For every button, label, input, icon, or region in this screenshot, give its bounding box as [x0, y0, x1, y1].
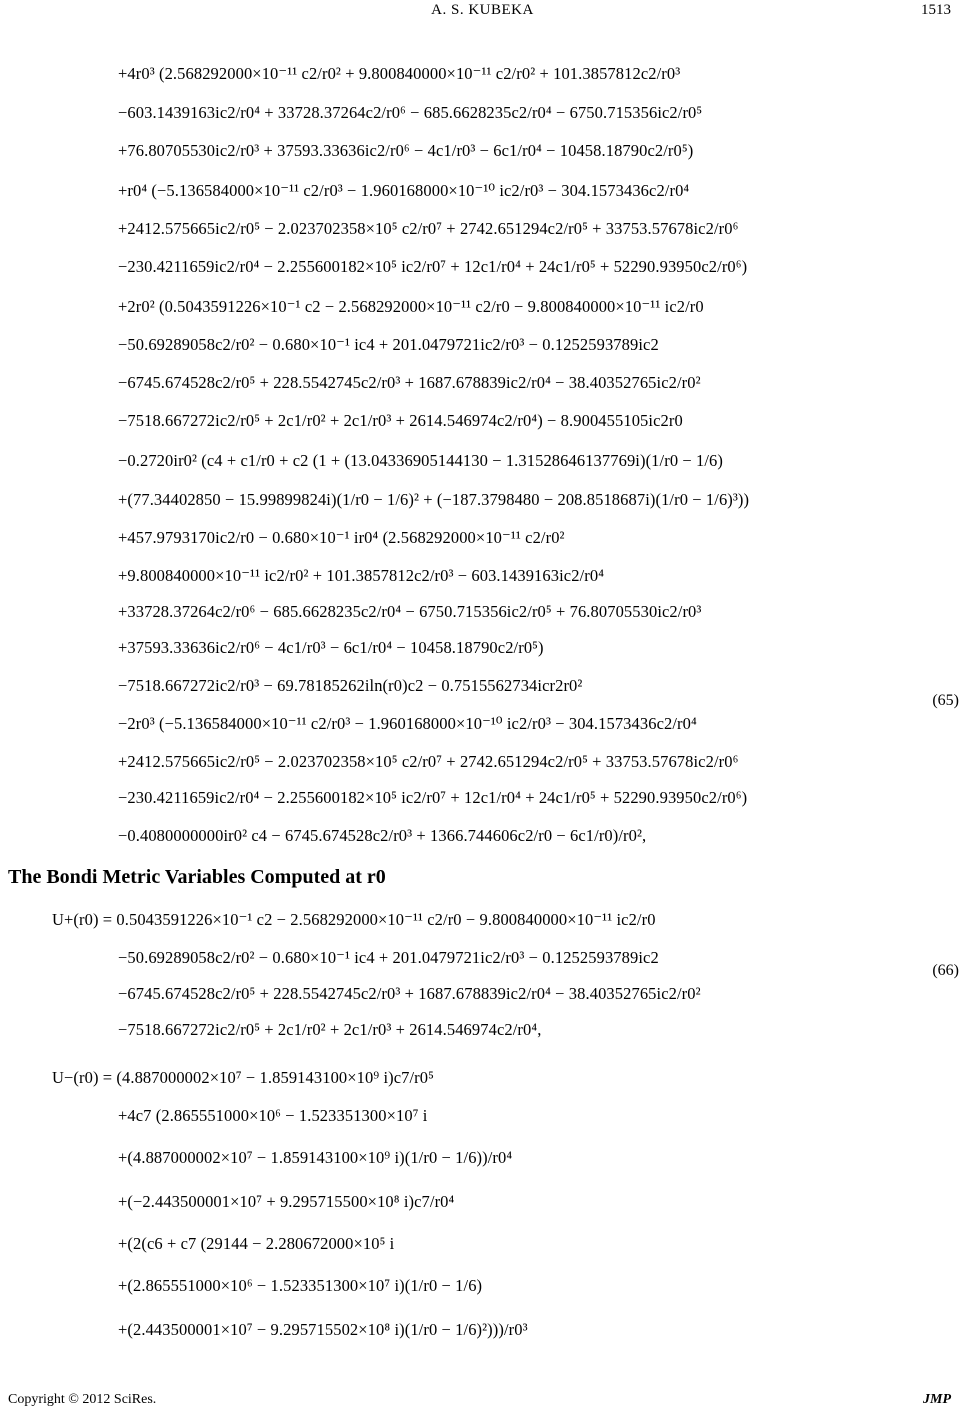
equation-line: −0.2720ir0² (c4 + c1/r0 + c2 (1 + (13.04336905144130 − 1.31528646137769i)(1/r0 − 1/6) — [118, 451, 723, 470]
equation-line: −7518.667272ic2/r0⁵ + 2c1/r0² + 2c1/r0³ + 2614.546974c2/r0⁴) − 8.900455105ic2r0 — [118, 411, 683, 430]
equation-line: +2412.575665ic2/r0⁵ − 2.023702358×10⁵ c2/r0⁷ + 2742.651294c2/r0⁵ + 33753.57678ic2/r0⁶ — [118, 219, 739, 238]
equation-line: −230.4211659ic2/r0⁴ − 2.255600182×10⁵ ic2/r0⁷ + 12c1/r0⁴ + 24c1/r0⁵ + 52290.93950c2/r0⁶) — [118, 257, 748, 276]
equation-line: −7518.667272ic2/r0⁵ + 2c1/r0² + 2c1/r0³ + 2614.546974c2/r0⁴, — [118, 1020, 542, 1039]
equation-line: +(2(c6 + c7 (29144 − 2.280672000×10⁵ i — [118, 1234, 395, 1253]
page-header — [0, 0, 965, 28]
equation-number: (65) — [932, 692, 959, 709]
equation-line: +(4.887000002×10⁷ − 1.859143100×10⁹ i)(1/r0 − 1/6))/r0⁴ — [118, 1148, 513, 1167]
equation-line: −6745.674528c2/r0⁵ + 228.5542745c2/r0³ + 1687.678839ic2/r0⁴ − 38.40352765ic2/r0² — [118, 373, 701, 392]
equation-line: +37593.33636ic2/r0⁶ − 4c1/r0³ − 6c1/r0⁴ − 10458.18790c2/r0⁵) — [118, 638, 544, 657]
equation-line: U−(r0) = (4.887000002×10⁷ − 1.859143100×10⁹ i)c7/r0⁵ — [52, 1068, 434, 1087]
equation-line: U+(r0) = 0.5043591226×10⁻¹ c2 − 2.568292000×10⁻¹¹ c2/r0 − 9.800840000×10⁻¹¹ ic2/r0 — [52, 910, 656, 929]
section-title: The Bondi Metric Variables Computed at r0 — [8, 866, 386, 888]
equation-line: +(2.865551000×10⁶ − 1.523351300×10⁷ i)(1/r0 − 1/6) — [118, 1276, 483, 1295]
copyright-notice: Copyright © 2012 SciRes. — [8, 1392, 157, 1407]
equation-line: −603.1439163ic2/r0⁴ + 33728.37264c2/r0⁶ − 685.6628235c2/r0⁴ − 6750.715356ic2/r0⁵ — [118, 103, 703, 122]
equation-line: +4c7 (2.865551000×10⁶ − 1.523351300×10⁷ i — [118, 1106, 428, 1125]
equation-line: −6745.674528c2/r0⁵ + 228.5542745c2/r0³ + 1687.678839ic2/r0⁴ − 38.40352765ic2/r0² — [118, 984, 701, 1003]
equation-line: −230.4211659ic2/r0⁴ − 2.255600182×10⁵ ic2/r0⁷ + 12c1/r0⁴ + 24c1/r0⁵ + 52290.93950c2/r0⁶) — [118, 788, 748, 807]
equation-number: (66) — [932, 962, 959, 979]
running-head-author: A. S. KUBEKA — [431, 2, 534, 18]
equation-line: +9.800840000×10⁻¹¹ ic2/r0² + 101.3857812c2/r0³ − 603.1439163ic2/r0⁴ — [118, 566, 605, 585]
equation-line: +(2.443500001×10⁷ − 9.295715502×10⁸ i)(1/r0 − 1/6)²)))/r0³ — [118, 1320, 528, 1339]
equation-line: +(−2.443500001×10⁷ + 9.295715500×10⁸ i)c7/r0⁴ — [118, 1192, 455, 1211]
equation-line: −2r0³ (−5.136584000×10⁻¹¹ c2/r0³ − 1.960168000×10⁻¹⁰ ic2/r0³ − 304.1573436c2/r0⁴ — [118, 714, 697, 733]
equation-line: +r0⁴ (−5.136584000×10⁻¹¹ c2/r0³ − 1.960168000×10⁻¹⁰ ic2/r0³ − 304.1573436c2/r0⁴ — [118, 181, 690, 200]
equation-line: +33728.37264c2/r0⁶ − 685.6628235c2/r0⁴ − 6750.715356ic2/r0⁵ + 76.80705530ic2/r0³ — [118, 602, 702, 621]
journal-name: JMP — [923, 1392, 951, 1407]
equation-line: −50.69289058c2/r0² − 0.680×10⁻¹ ic4 + 201.0479721ic2/r0³ − 0.1252593789ic2 — [118, 948, 659, 967]
equation-line: +457.9793170ic2/r0 − 0.680×10⁻¹ ir0⁴ (2.568292000×10⁻¹¹ c2/r0² — [118, 528, 565, 547]
equation-line: −50.69289058c2/r0² − 0.680×10⁻¹ ic4 + 201.0479721ic2/r0³ − 0.1252593789ic2 — [118, 335, 659, 354]
equation-line: +76.80705530ic2/r0³ + 37593.33636ic2/r0⁶ − 4c1/r0³ − 6c1/r0⁴ − 10458.18790c2/r0⁵) — [118, 141, 694, 160]
page-footer — [0, 1392, 965, 1412]
equation-line: +2412.575665ic2/r0⁵ − 2.023702358×10⁵ c2/r0⁷ + 2742.651294c2/r0⁵ + 33753.57678ic2/r0⁶ — [118, 752, 739, 771]
page-number: 1513 — [921, 2, 951, 18]
equation-line: +2r0² (0.5043591226×10⁻¹ c2 − 2.568292000×10⁻¹¹ c2/r0 − 9.800840000×10⁻¹¹ ic2/r0 — [118, 297, 704, 316]
equation-line: −7518.667272ic2/r0³ − 69.78185262iln(r0)c2 − 0.7515562734icr2r0² — [118, 676, 583, 695]
equation-line: +(77.34402850 − 15.99899824i)(1/r0 − 1/6)² + (−187.3798480 − 208.8518687i)(1/r0 − 1/6)³)) — [118, 490, 750, 509]
equation-line: +4r0³ (2.568292000×10⁻¹¹ c2/r0² + 9.800840000×10⁻¹¹ c2/r0² + 101.3857812c2/r0³ — [118, 64, 681, 83]
equation-line: −0.4080000000ir0² c4 − 6745.674528c2/r0³ + 1366.744606c2/r0 − 6c1/r0)/r0², — [118, 826, 647, 845]
